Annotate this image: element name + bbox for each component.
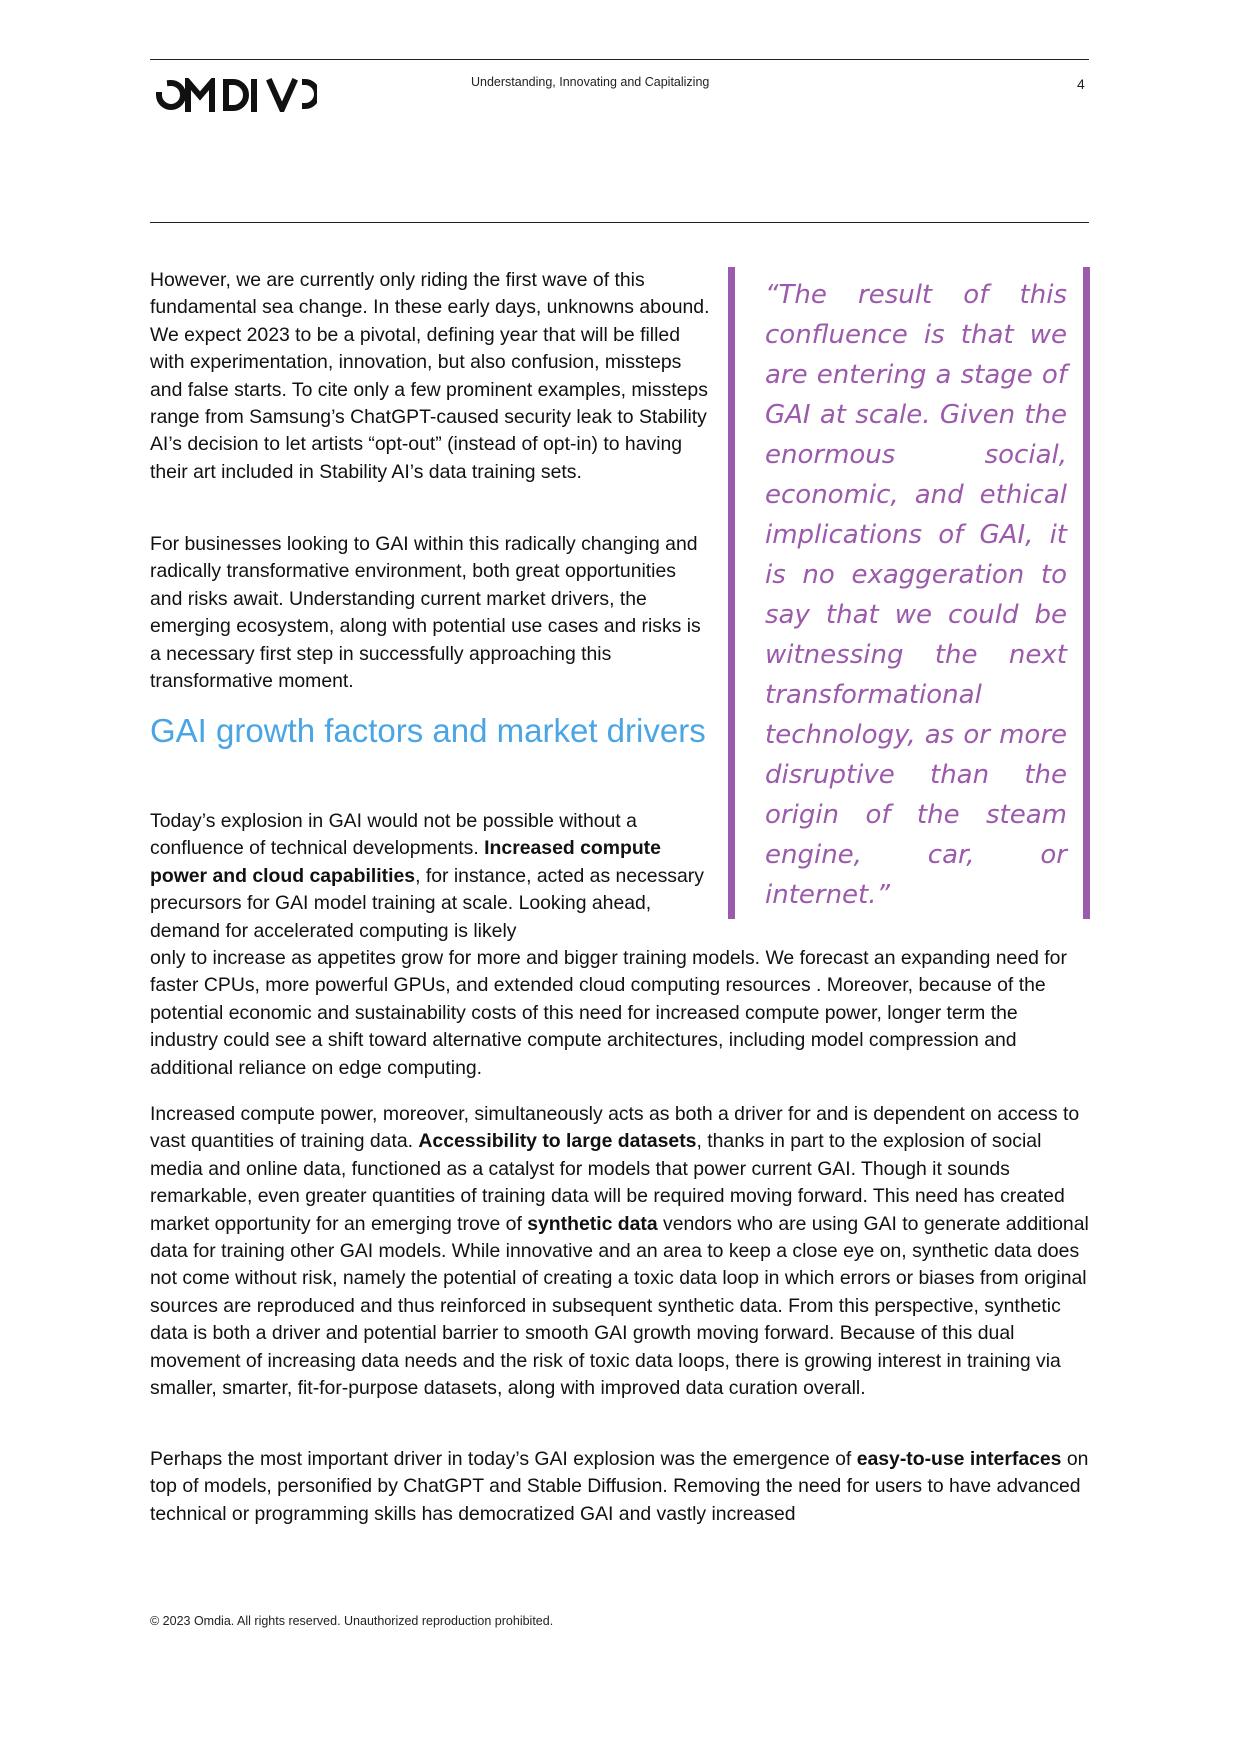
bold-run: Increased compute power and cloud capabilities [150,837,661,887]
bold-run: synthetic data [527,1212,658,1235]
body-paragraph-1: However, we are currently only riding the first wave of this fundamental sea change. In these early days, unknowns abound. We expect 2023 to be a pivotal, defining year that will be filled with experimentation, innovation, but also confusion, missteps and false starts. To cite only a few prominent examples, missteps range from Samsung’s ChatGPT-caused security leak to Stability AI’s decision to let artists “opt-out” (instead of opt-in) to having their art included in Stability AI’s data training sets. [150,269,710,483]
paragraph-3-wrapped-part [150,808,710,945]
pull-quote-box [728,267,1090,919]
footer-copyright: © 2023 Omdia. All rights reserved. Unauthorized reproduction prohibited. [150,1614,554,1628]
omdia-logo [153,78,317,112]
body-paragraph-5 [150,1446,1090,1528]
text-run: Perhaps the most important driver in today’s GAI explosion was the emergence of [150,1448,857,1470]
text-run: vendors who are using GAI to generate additional data for training other GAI models. While innovative and an area to keep a close eye on, synthetic data does not come without risk, namely the potential of creating a toxic data loop in which errors or biases from original sources are reproduced and thus reinforced in subsequent synthetic data. From this perspective, synthetic data is both a driver and potential barrier to smooth GAI growth moving forward. Because of this dual movement of increasing data needs and the risk of toxic data loops, there is growing interest in training via smaller, smarter, fit-for-purpose datasets, along with improved data curation overall. [150,1212,1089,1400]
pull-quote-text: “The result of this confluence is that we are entering a stage of GAI at scale. Given the enormous social, economic, and ethical implications of GAI, it is no exaggeration to say that we could be witnessing the next transformational technology, as or more disruptive than the origin of the steam engine, car, or internet.” [765,280,1067,910]
header-top-rule [150,59,1089,60]
text-run: Increased compute power, moreover, simultaneously acts as both a driver for and is dependent on access to vast quantities of training data. [150,1103,1080,1153]
page-number: 4 [1077,76,1085,92]
body-paragraph-2: For businesses looking to GAI within this radically changing and radically transformative environment, both great opportunities and risks await. Understanding current market drivers, the emerging ecosystem, along with potential use cases and risks is a necessary first step in successfully approaching this transformative moment. [150,533,701,693]
text-run: on top of models, personified by ChatGPT and Stable Diffusion. Removing the need for users to have advanced technical or programming skills has democratized GAI and vastly increased [150,1448,1089,1525]
text-run: , for instance, acted as necessary precursors for GAI model training at scale. Looking ahead, demand for accelerated computing is likely [150,864,704,942]
header-bottom-rule [150,222,1089,223]
text-run: , thanks in part to the explosion of social media and online data, functioned as a catalyst for models that power current GAI. Though it sounds remarkable, even greater quantities of training data will be required moving forward. This need has created market opportunity for an emerging trove of [150,1130,1065,1235]
text-run: only to increase as appetites grow for more and bigger training models. We forecast an expanding need for faster CPUs, more powerful GPUs, and extended cloud computing resources . Moreover, because of the potential economic and sustainability costs of this need for increased compute power, longer term the industry could see a shift toward alternative compute architectures, including model compression and additional reliance on edge computing. [150,947,1067,1079]
text-run: Today’s explosion in GAI would not be possible without a confluence of technical developments. [150,810,637,860]
bold-run: easy-to-use interfaces [856,1448,1062,1470]
running-header-title: Understanding, Innovating and Capitalizing [471,75,710,89]
section-heading: GAI growth factors and market drivers [150,712,706,749]
bold-run: Accessibility to large datasets [418,1130,697,1153]
body-paragraph-4 [150,1101,1090,1402]
